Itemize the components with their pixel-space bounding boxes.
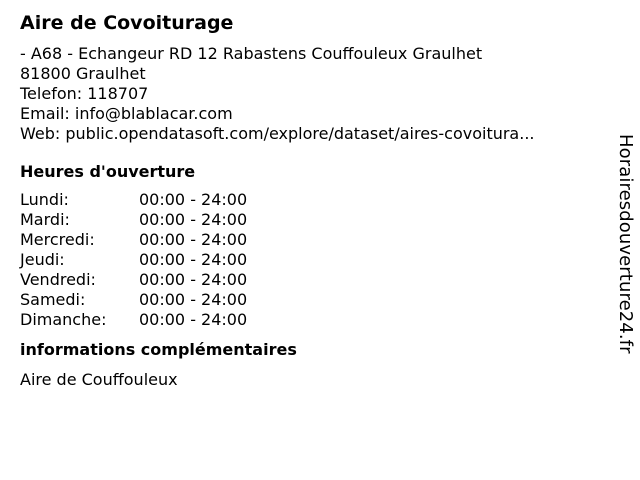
- hours-row-thursday: [20, 250, 600, 270]
- day-label: Vendredi:: [20, 270, 96, 289]
- place-title: Aire de Covoiturage: [20, 12, 234, 34]
- day-label: Lundi:: [20, 190, 69, 209]
- day-label: Mercredi:: [20, 230, 95, 249]
- hours-heading: Heures d'ouverture: [20, 162, 196, 181]
- time-range: 00:00 - 24:00: [139, 290, 248, 309]
- hours-row-wednesday: [20, 230, 600, 250]
- hours-row-saturday: [20, 290, 600, 310]
- info-text: Aire de Couffouleux: [20, 370, 178, 389]
- day-label: Samedi:: [20, 290, 86, 309]
- web-line[interactable]: Web: public.opendatasoft.com/explore/dataset/aires-covoitura...: [20, 124, 535, 143]
- day-label: Dimanche:: [20, 310, 107, 329]
- hours-row-friday: [20, 270, 600, 290]
- day-label: Jeudi:: [20, 250, 65, 269]
- hours-row-sunday: [20, 310, 600, 330]
- time-range: 00:00 - 24:00: [139, 230, 248, 249]
- address-block: [20, 44, 600, 144]
- email-line[interactable]: Email: info@blablacar.com: [20, 104, 233, 123]
- time-range: 00:00 - 24:00: [139, 270, 248, 289]
- time-range: 00:00 - 24:00: [139, 310, 248, 329]
- phone-line[interactable]: Telefon: 118707: [20, 84, 149, 103]
- hours-table: [20, 190, 600, 330]
- address-city: 81800 Graulhet: [20, 64, 146, 83]
- time-range: 00:00 - 24:00: [139, 210, 248, 229]
- place-card: [20, 10, 600, 390]
- time-range: 00:00 - 24:00: [139, 190, 248, 209]
- time-range: 00:00 - 24:00: [139, 250, 248, 269]
- brand-watermark: Horairesdouverture24.fr: [615, 134, 636, 354]
- hours-row-tuesday: [20, 210, 600, 230]
- info-heading: informations complémentaires: [20, 340, 297, 359]
- address-street: - A68 - Echangeur RD 12 Rabastens Couffouleux Graulhet: [20, 44, 483, 63]
- day-label: Mardi:: [20, 210, 70, 229]
- hours-row-monday: [20, 190, 600, 210]
